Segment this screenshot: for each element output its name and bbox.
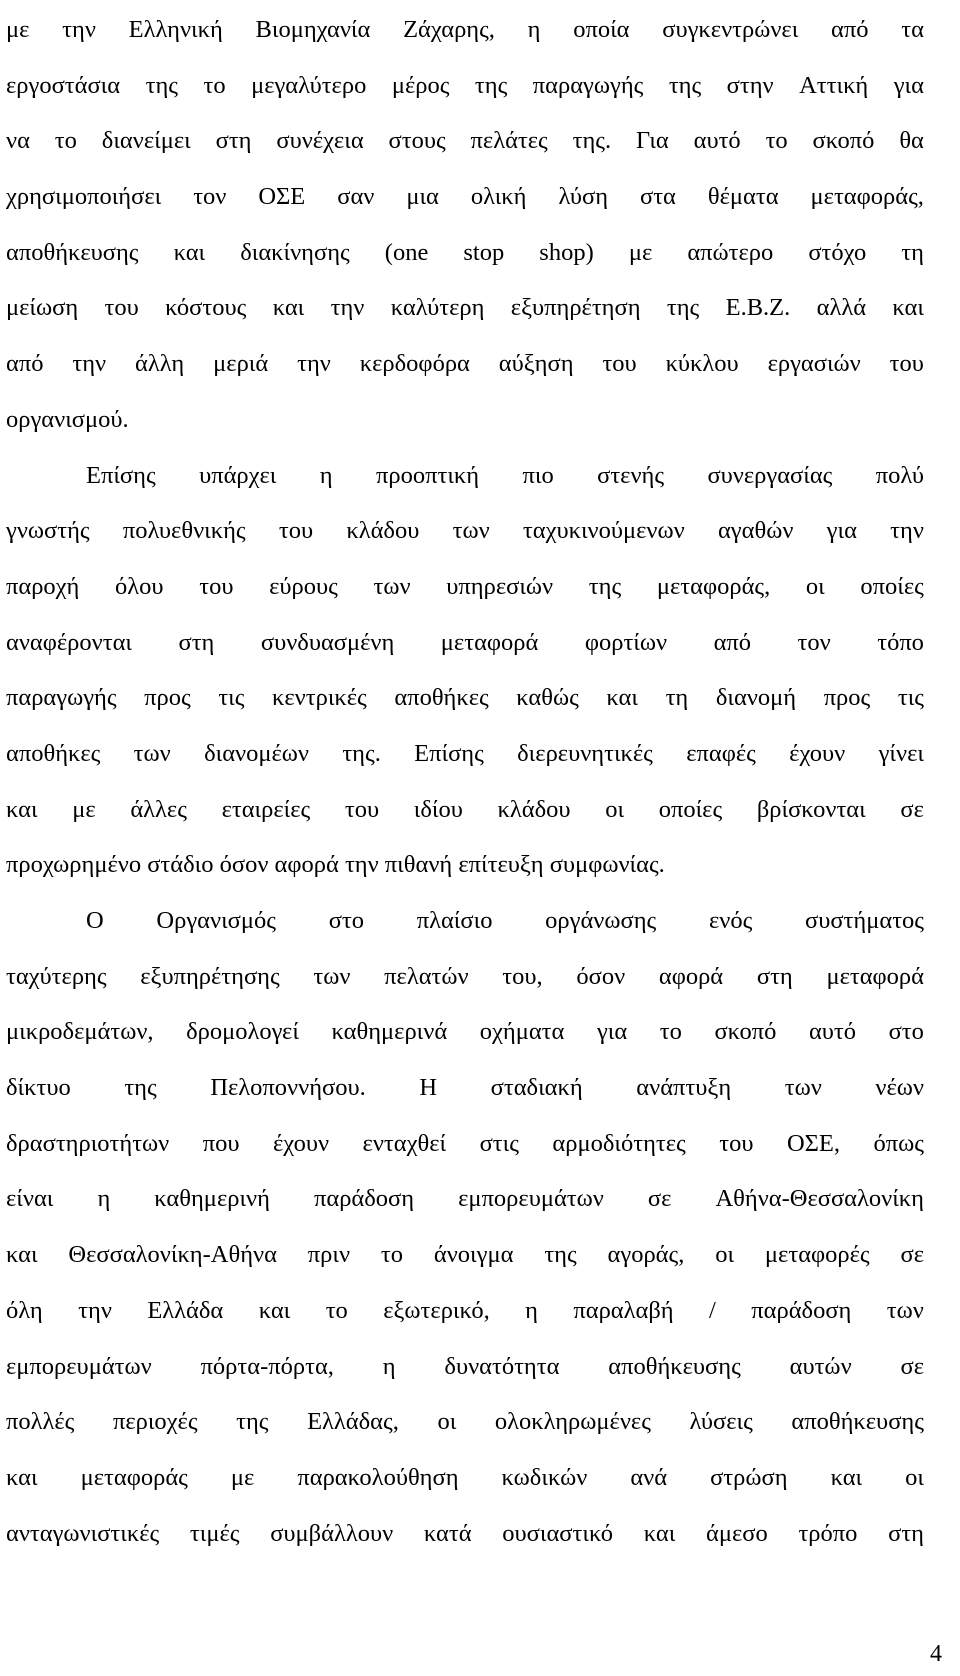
text-line: Ο Οργανισμός στο πλαίσιο οργάνωσης ενός συστήματος <box>86 907 924 934</box>
text-line: μικροδεμάτων, δρομολογεί καθημερινά οχήματα για το σκοπό αυτό στο <box>6 1018 924 1046</box>
text-line: ανταγωνιστικές τιμές συμβάλλουν κατά ουσιαστικό και άμεσο τρόπο στη <box>6 1519 924 1547</box>
text-line: δραστηριοτήτων που έχουν ενταχθεί στις αρμοδιότητες του ΟΣΕ, όπως <box>6 1129 924 1157</box>
text-line: με την Ελληνική Βιομηχανία Ζάχαρης, η οποία συγκεντρώνει από τα <box>6 16 924 43</box>
text-line: όλη την Ελλάδα και το εξωτερικό, η παραλαβή / παράδοση των <box>6 1296 924 1324</box>
text-line: δίκτυο της Πελοποννήσου. Η σταδιακή ανάπτυξη των νέων <box>6 1074 924 1102</box>
text-line: από την άλλη μεριά την κερδοφόρα αύξηση του κύκλου εργασιών του <box>6 350 924 378</box>
text-line: εμπορευμάτων πόρτα-πόρτα, η δυνατότητα αποθήκευσης αυτών σε <box>6 1352 924 1380</box>
text-line: αποθήκευσης και διακίνησης (one stop shop) με απώτερο στόχο τη <box>6 238 924 266</box>
text-line: Επίσης υπάρχει η προοπτική πιο στενής συνεργασίας πολύ <box>86 461 924 489</box>
text-line: οργανισμού. <box>6 405 129 433</box>
text-line: και μεταφοράς με παρακολούθηση κωδικών ανά στρώση και οι <box>6 1463 924 1491</box>
text-line: και Θεσσαλονίκη-Αθήνα πριν το άνοιγμα της αγοράς, οι μεταφορές σε <box>6 1241 924 1269</box>
text-line: παραγωγής προς τις κεντρικές αποθήκες καθώς και τη διανομή προς τις <box>6 684 924 712</box>
text-line: αποθήκες των διανομέων της. Επίσης διερευνητικές επαφές έχουν γίνει <box>6 739 924 767</box>
text-line: χρησιμοποιήσει τον ΟΣΕ σαν μια ολική λύση στα θέματα μεταφοράς, <box>6 183 924 211</box>
text-line: είναι η καθημερινή παράδοση εμπορευμάτων σε Αθήνα-Θεσσαλονίκη <box>6 1185 924 1213</box>
page-number: 4 <box>930 1641 942 1667</box>
text-line: αναφέρονται στη συνδυασμένη μεταφορά φορτίων από τον τόπο <box>6 628 924 656</box>
text-line: εργοστάσια της το μεγαλύτερο μέρος της παραγωγής της στην Αττική για <box>6 71 924 99</box>
text-line: και με άλλες εταιρείες του ιδίου κλάδου οι οποίες βρίσκονται σε <box>6 795 924 823</box>
text-line: να το διανείμει στη συνέχεια στους πελάτες της. Για αυτό το σκοπό θα <box>6 127 924 155</box>
text-line: μείωση του κόστους και την καλύτερη εξυπηρέτηση της Ε.Β.Ζ. αλλά και <box>6 294 924 322</box>
text-line: ταχύτερης εξυπηρέτησης των πελατών του, όσον αφορά στη μεταφορά <box>6 962 924 990</box>
text-line: παροχή όλου του εύρους των υπηρεσιών της μεταφοράς, οι οποίες <box>6 572 924 600</box>
text-line: προχωρημένο στάδιο όσον αφορά την πιθανή επίτευξη συμφωνίας. <box>6 851 665 879</box>
body-text <box>6 2 924 1561</box>
text-line: πολλές περιοχές της Ελλάδας, οι ολοκληρωμένες λύσεις αποθήκευσης <box>6 1408 924 1436</box>
text-line: γνωστής πολυεθνικής του κλάδου των ταχυκινούμενων αγαθών για την <box>6 517 924 545</box>
